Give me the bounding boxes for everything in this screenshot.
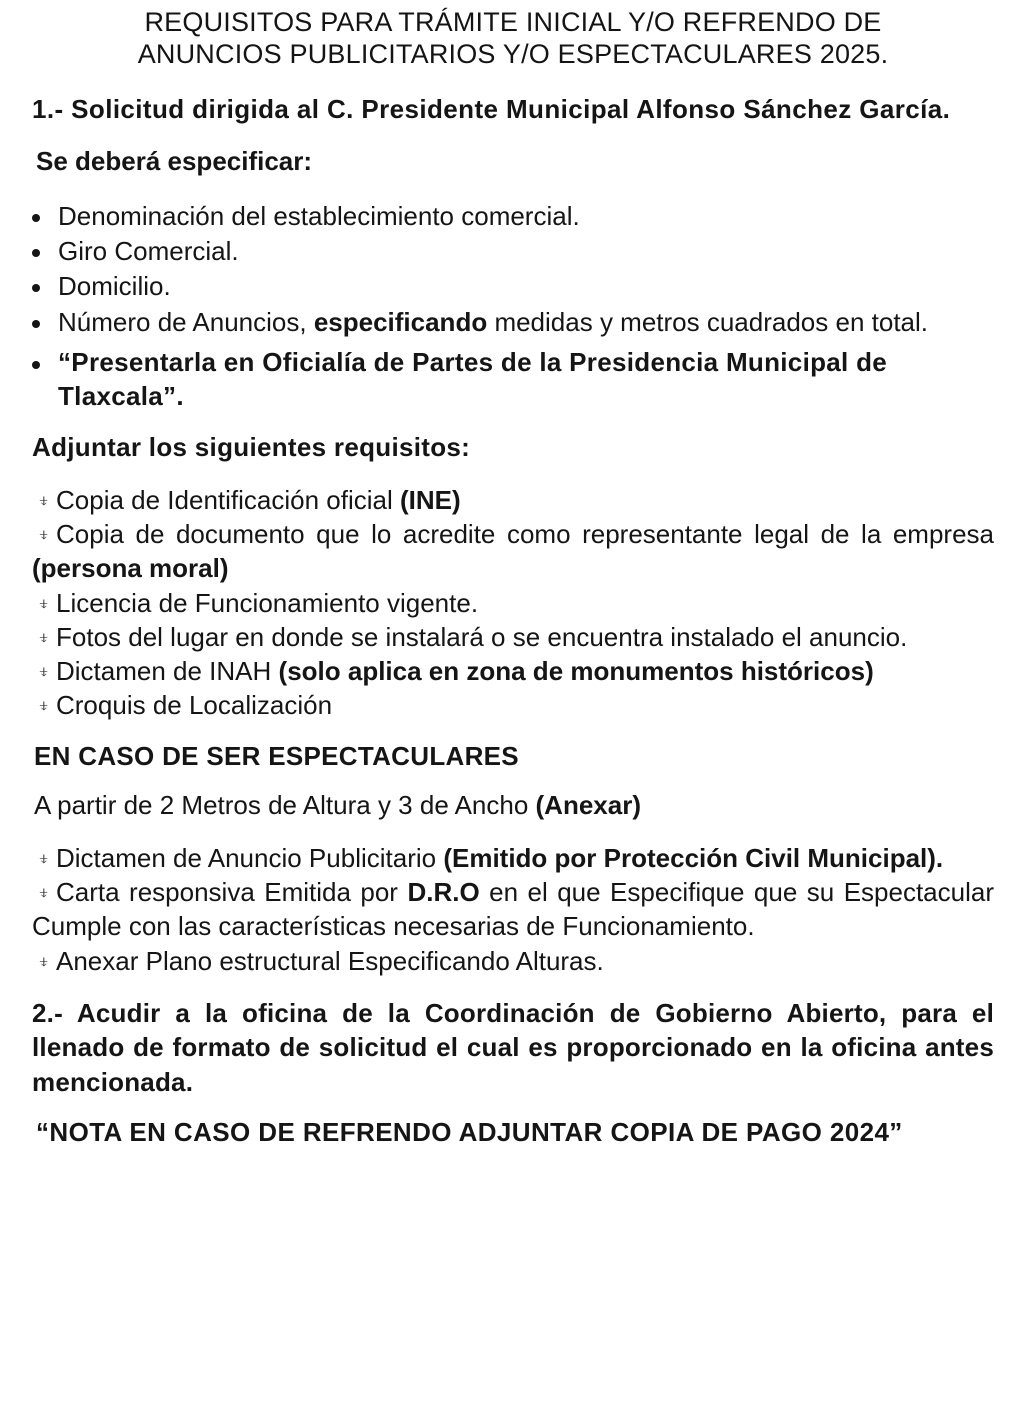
arrow-down-icon: ⍖ bbox=[38, 950, 50, 973]
renewal-note: “NOTA EN CASO DE REFRENDO ADJUNTAR COPIA DE PAGO 2024” bbox=[36, 1116, 903, 1147]
bullet-icon bbox=[32, 320, 40, 328]
list-item-bold: (persona moral) bbox=[32, 553, 229, 584]
list-item bbox=[32, 305, 994, 340]
list-item-text: Licencia de Funcionamiento vigente. bbox=[56, 587, 479, 618]
size-bold: (Anexar) bbox=[535, 789, 641, 820]
bullet-icon bbox=[32, 249, 40, 257]
list-item-text: Fotos del lugar en donde se instalará o se encuentra instalado el anuncio. bbox=[56, 621, 908, 652]
list-item-bold: (INE) bbox=[399, 484, 461, 515]
arrow-down-icon: ⍖ bbox=[38, 695, 50, 718]
espectaculares-heading: EN CASO DE SER ESPECTACULARES bbox=[34, 740, 519, 771]
list-item bbox=[32, 517, 994, 586]
title-line-1: REQUISITOS PARA TRÁMITE INICIAL Y/O REFRENDO DE bbox=[144, 7, 882, 37]
attach-list bbox=[32, 483, 994, 723]
list-item-text: Copia de documento que lo acredite como representante legal de la empresa bbox=[56, 518, 994, 549]
espectaculares-list bbox=[32, 841, 994, 978]
list-item-bold: (Emitido por Protección Civil Municipal). bbox=[443, 842, 944, 873]
list-item-text: Croquis de Localización bbox=[56, 690, 333, 721]
arrow-down-icon: ⍖ bbox=[38, 523, 50, 546]
list-item bbox=[32, 199, 994, 234]
list-item-text: “Presentarla en Oficialía de Partes de la Presidencia Municipal de Tlaxcala”. bbox=[58, 346, 888, 411]
list-item-text: Domicilio. bbox=[58, 271, 171, 302]
list-item bbox=[32, 346, 994, 414]
arrow-down-icon: ⍖ bbox=[38, 592, 50, 615]
arrow-down-icon: ⍖ bbox=[38, 626, 50, 649]
bullet-icon bbox=[32, 214, 40, 222]
list-item-bold: (solo aplica en zona de monumentos históricos) bbox=[278, 656, 874, 687]
list-item-text: Anexar Plano estructural Especificando Alturas. bbox=[56, 945, 604, 976]
arrow-down-icon: ⍖ bbox=[38, 882, 50, 905]
arrow-down-icon: ⍖ bbox=[38, 661, 50, 684]
list-item bbox=[32, 944, 994, 978]
list-item bbox=[32, 654, 994, 688]
list-item-bold: D.R.O bbox=[407, 877, 480, 908]
list-item-text: Carta responsiva Emitida por bbox=[56, 877, 408, 908]
list-item bbox=[32, 483, 994, 517]
step-2-text: 2.- Acudir a la oficina de la Coordinación de Gobierno Abierto, para el llenado de formato de solicitud el cual es proporcionado en la oficina antes mencionada. bbox=[32, 998, 994, 1097]
list-item bbox=[32, 620, 994, 654]
list-item bbox=[32, 688, 994, 722]
list-item bbox=[32, 586, 994, 620]
specify-subheading: Se deberá especificar: bbox=[36, 145, 313, 176]
list-item bbox=[32, 269, 994, 304]
list-item-text: Dictamen de INAH bbox=[56, 656, 279, 687]
list-item-text: Número de Anuncios, bbox=[58, 306, 314, 337]
arrow-down-icon: ⍖ bbox=[38, 489, 50, 512]
bullet-icon bbox=[32, 361, 40, 369]
list-item-text: Copia de Identificación oficial bbox=[56, 484, 400, 515]
title-line-2: ANUNCIOS PUBLICITARIOS Y/O ESPECTACULARES 2025. bbox=[137, 39, 889, 70]
espectaculares-size bbox=[34, 790, 994, 821]
list-item-text: Giro Comercial. bbox=[58, 235, 239, 266]
list-item bbox=[32, 234, 994, 269]
document-title bbox=[32, 6, 994, 71]
step-1-text: 1.- Solicitud dirigida al C. Presidente Municipal Alfonso Sánchez García. bbox=[32, 93, 951, 124]
arrow-down-icon: ⍖ bbox=[38, 847, 50, 870]
bullet-icon bbox=[32, 284, 40, 292]
list-item-text: en el que Especifique que su Espectacular Cumple con las características necesarias de Funcionamiento. bbox=[32, 877, 994, 942]
list-item-text: medidas y metros cuadrados en total. bbox=[487, 306, 928, 337]
list-item-bold: especificando bbox=[313, 306, 488, 337]
specify-list bbox=[32, 199, 994, 414]
list-item bbox=[32, 875, 994, 944]
size-text: A partir de 2 Metros de Altura y 3 de Ancho bbox=[34, 789, 536, 820]
list-item-text: Dictamen de Anuncio Publicitario bbox=[56, 842, 444, 873]
list-item bbox=[32, 841, 994, 875]
list-item-text: Denominación del establecimiento comercial. bbox=[58, 200, 580, 231]
attach-heading: Adjuntar los siguientes requisitos: bbox=[32, 431, 471, 462]
